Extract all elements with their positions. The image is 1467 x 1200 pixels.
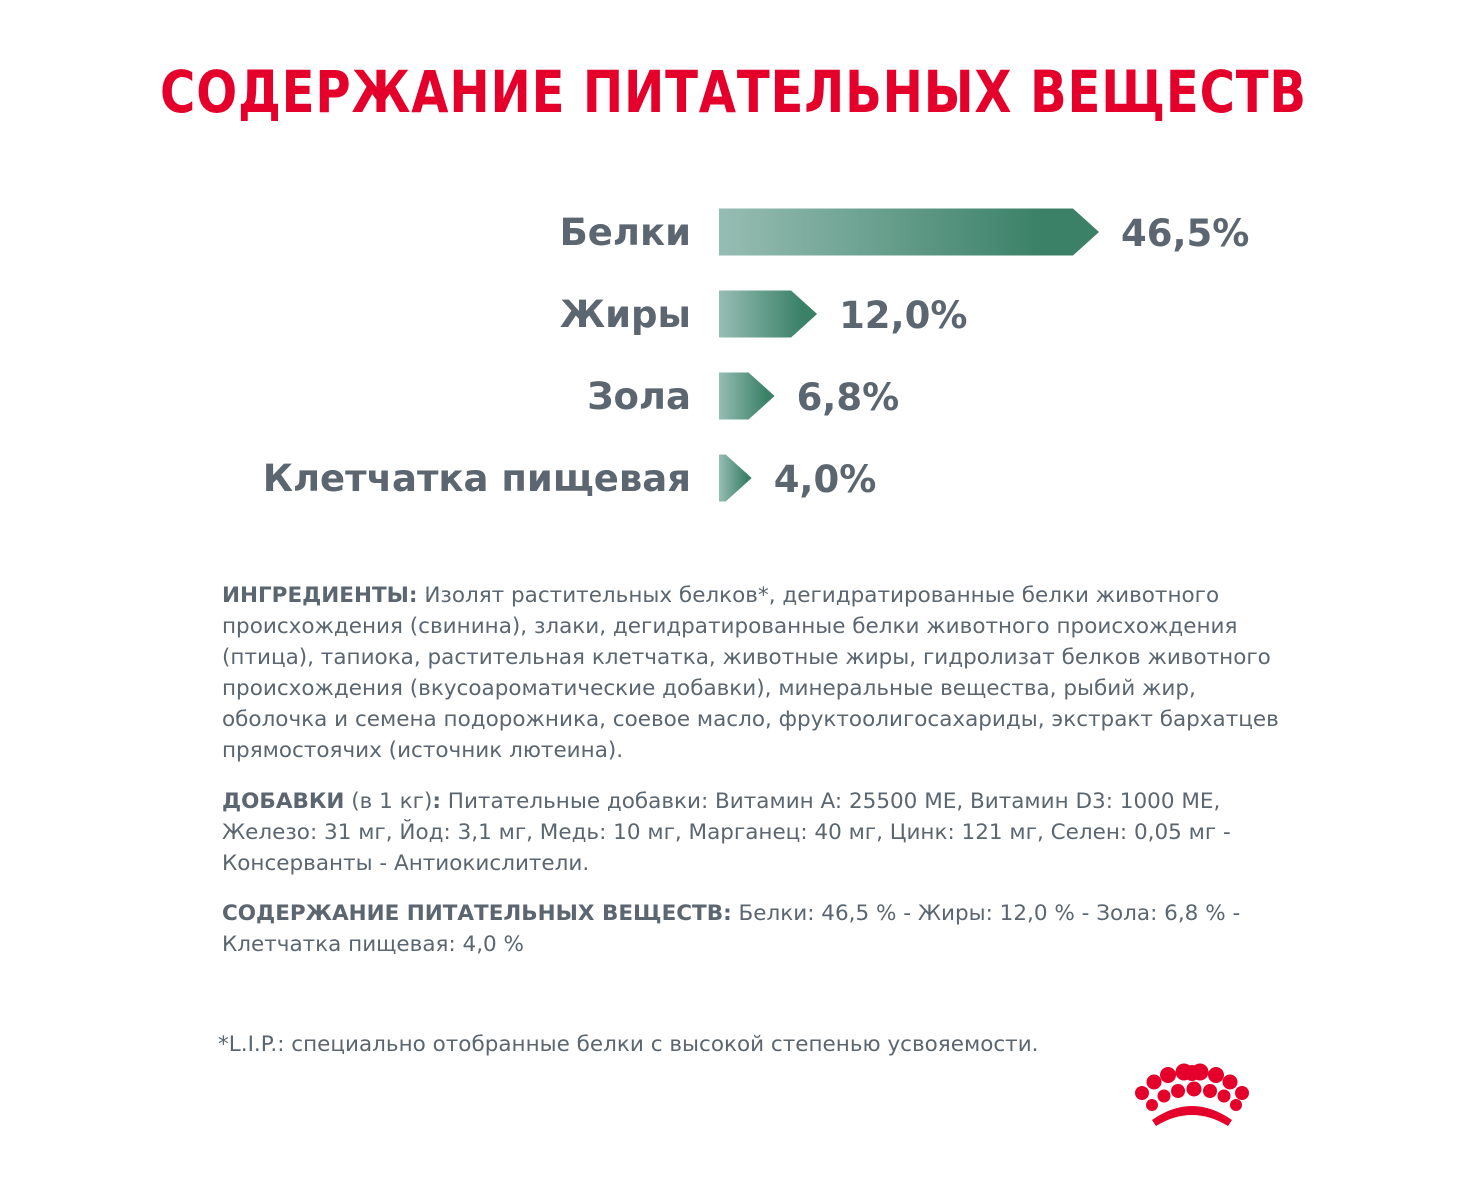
value-label: 12,0% bbox=[839, 294, 968, 337]
crown-dot bbox=[1135, 1086, 1149, 1100]
crown-dot bbox=[1218, 1090, 1231, 1103]
category-label: Белки bbox=[559, 211, 691, 254]
footnote: *L.I.P.: специально отобранные белки с высокой степенью усвояемости. bbox=[218, 1032, 1039, 1057]
nutrients-heading: СОДЕРЖАНИЕ ПИТАТЕЛЬНЫХ ВЕЩЕСТВ: bbox=[222, 901, 732, 926]
bar-2 bbox=[719, 373, 775, 420]
category-label: Жиры bbox=[559, 293, 691, 336]
additives-heading: ДОБАВКИ bbox=[222, 789, 345, 814]
crown-dot bbox=[1187, 1082, 1202, 1097]
ingredients-paragraph bbox=[222, 580, 1282, 766]
bar-1 bbox=[719, 291, 817, 338]
crown-dot bbox=[1230, 1099, 1242, 1111]
nutrients-paragraph bbox=[222, 898, 1282, 960]
additives-text: Питательные добавки: Витамин A: 25500 МЕ, Витамин D3: 1000 МЕ, Железо: 31 мг, Йод: 3,1 мг, Медь: 10 мг, Марганец: 40 мг, Цинк: 121 мг, Селен: 0,05 мг - Консерванты - Антиокислители. bbox=[222, 789, 1231, 876]
ingredients-heading: ИНГРЕДИЕНТЫ: bbox=[222, 583, 418, 608]
crown-dot bbox=[1158, 1090, 1171, 1103]
bar-0 bbox=[719, 209, 1099, 256]
value-label: 6,8% bbox=[796, 376, 900, 419]
bar-3 bbox=[719, 455, 752, 502]
category-label: Зола bbox=[587, 375, 691, 418]
nutrient-bar-chart bbox=[0, 190, 1467, 520]
crown-dot bbox=[1208, 1067, 1224, 1083]
additives-unit: (в 1 кг) bbox=[344, 789, 433, 814]
crown-dot bbox=[1203, 1084, 1217, 1098]
crown-dot bbox=[1147, 1075, 1162, 1090]
value-label: 4,0% bbox=[773, 458, 877, 501]
crown-dot bbox=[1235, 1086, 1249, 1100]
crown-dot bbox=[1171, 1084, 1185, 1098]
value-label: 46,5% bbox=[1121, 212, 1250, 255]
nutrients-text: Белки: 46,5 % - Жиры: 12,0 % - Зола: 6,8 % - Клетчатка пищевая: 4,0 % bbox=[222, 901, 1241, 957]
category-label: Клетчатка пищевая bbox=[262, 457, 691, 500]
crown-dot bbox=[1223, 1075, 1238, 1090]
page-title: СОДЕРЖАНИЕ ПИТАТЕЛЬНЫХ ВЕЩЕСТВ bbox=[160, 58, 1307, 126]
crown-icon bbox=[1130, 1062, 1260, 1132]
additives-paragraph bbox=[222, 786, 1282, 879]
crown-dot bbox=[1184, 1065, 1200, 1081]
ingredients-text: Изолят растительных белков*, дегидратированные белки животного происхождения (свинина), злаки, дегидратированные белки животного происхождения (птица), тапиока, растительная клетчатка, животные жиры, гидролизат белков животного происхождения (вкусоароматические добавки), минеральные вещества, рыбий жир, оболочка и семена подорожника, соевое масло, фруктоолигосахариды, экстракт бархатцев прямостоячих (источник лютеина). bbox=[222, 583, 1279, 763]
crown-dot bbox=[1160, 1067, 1176, 1083]
crown-band bbox=[1152, 1106, 1232, 1126]
crown-dot bbox=[1146, 1099, 1158, 1111]
additives-colon: : bbox=[432, 789, 441, 814]
